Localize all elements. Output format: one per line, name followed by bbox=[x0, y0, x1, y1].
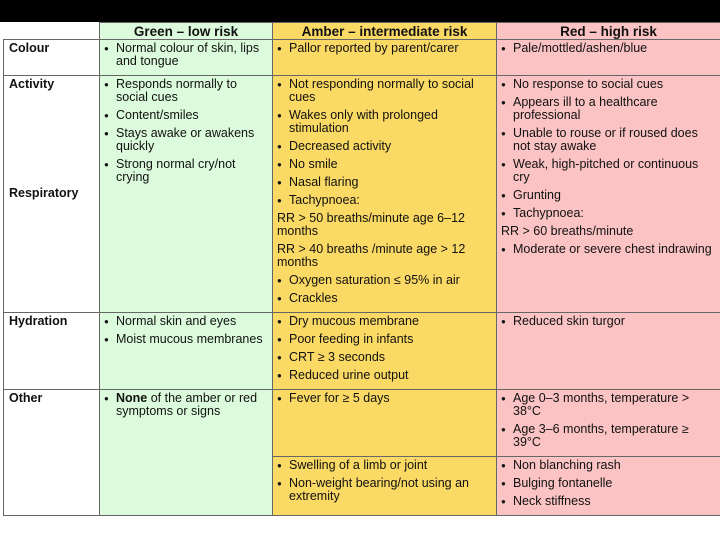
cell-hydration-green bbox=[100, 313, 273, 390]
list-item: ● Nasal flaring bbox=[277, 176, 492, 189]
cell-other-green bbox=[100, 390, 273, 516]
list-item: ● Stays awake or awakens quickly bbox=[104, 127, 268, 153]
list-item: ● Appears ill to a healthcare professional bbox=[501, 96, 716, 122]
cell-other-red-a bbox=[497, 390, 720, 457]
list-item: ● Normal colour of skin, lips and tongue bbox=[104, 42, 268, 68]
list-item: ● Reduced skin turgor bbox=[501, 315, 716, 328]
row-label-other: Other bbox=[4, 390, 100, 516]
list-item: ● Strong normal cry/not crying bbox=[104, 158, 268, 184]
top-bar bbox=[0, 0, 720, 22]
cell-activity-green bbox=[100, 76, 273, 313]
list-item: ● No smile bbox=[277, 158, 492, 171]
cell-other-amber-a bbox=[273, 390, 497, 457]
cell-hydration-red bbox=[497, 313, 720, 390]
list-item: ● Poor feeding in infants bbox=[277, 333, 492, 346]
list-item: ● Responds normally to social cues bbox=[104, 78, 268, 104]
list-item: ● Normal skin and eyes bbox=[104, 315, 268, 328]
list-item: ● Content/smiles bbox=[104, 109, 268, 122]
row-label-colour: Colour bbox=[4, 40, 100, 76]
list-item: RR > 60 breaths/minute bbox=[501, 224, 634, 238]
cell-hydration-amber bbox=[273, 313, 497, 390]
list-item: ● Moist mucous membranes bbox=[104, 333, 268, 346]
list-item: ● Bulging fontanelle bbox=[501, 477, 716, 490]
cell-activity-amber bbox=[273, 76, 497, 313]
cell-colour-green bbox=[100, 40, 273, 76]
row-other-a bbox=[4, 390, 720, 457]
list-item: ● Not responding normally to social cues bbox=[277, 78, 492, 104]
list-item: ● Fever for ≥ 5 days bbox=[277, 392, 492, 405]
row-hydration bbox=[4, 313, 720, 390]
list-item: ● Grunting bbox=[501, 189, 716, 202]
list-item: ● Wakes only with prolonged stimulation bbox=[277, 109, 492, 135]
list-item: ● Reduced urine output bbox=[277, 369, 492, 382]
row-colour bbox=[4, 40, 720, 76]
list-item: RR > 40 breaths /minute age > 12 months bbox=[277, 242, 466, 269]
list-item: ● Age 0–3 months, temperature > 38°C bbox=[501, 392, 716, 418]
list-item: RR > 50 breaths/minute age 6–12 months bbox=[277, 211, 465, 238]
list-item bbox=[104, 392, 268, 418]
list-item: ● Unable to rouse or if roused does not stay awake bbox=[501, 127, 716, 153]
activity-label: Activity bbox=[9, 77, 55, 91]
list-item: ● Non blanching rash bbox=[501, 459, 716, 472]
respiratory-label: Respiratory bbox=[9, 186, 79, 200]
list-item: ● Swelling of a limb or joint bbox=[277, 459, 492, 472]
list-item: ● Tachypnoea: bbox=[501, 207, 716, 220]
list-item: ● Tachypnoea: bbox=[277, 194, 492, 207]
cell-other-amber-b bbox=[273, 457, 497, 516]
list-item: ● Dry mucous membrane bbox=[277, 315, 492, 328]
list-item: ● CRT ≥ 3 seconds bbox=[277, 351, 492, 364]
cell-colour-red bbox=[497, 40, 720, 76]
cell-other-red-b bbox=[497, 457, 720, 516]
cell-activity-red bbox=[497, 76, 720, 313]
row-label-activity bbox=[4, 76, 100, 313]
none-rest: of the amber or red symptoms or signs bbox=[116, 391, 258, 418]
list-item: ● Decreased activity bbox=[277, 140, 492, 153]
cell-colour-amber bbox=[273, 40, 497, 76]
list-item: ● Moderate or severe chest indrawing bbox=[501, 243, 716, 256]
header-red: Red – high risk bbox=[497, 23, 720, 40]
list-item: ● Crackles bbox=[277, 292, 492, 305]
list-item: ● Pallor reported by parent/carer bbox=[277, 42, 492, 55]
slide bbox=[0, 22, 720, 540]
header-amber: Amber – intermediate risk bbox=[273, 23, 497, 40]
none-bold: None bbox=[116, 391, 148, 405]
header-row bbox=[4, 23, 720, 40]
header-green: Green – low risk bbox=[100, 23, 273, 40]
list-item: ● Oxygen saturation ≤ 95% in air bbox=[277, 274, 492, 287]
row-label-hydration: Hydration bbox=[4, 313, 100, 390]
list-item: ● Weak, high-pitched or continuous cry bbox=[501, 158, 716, 184]
list-item: ● No response to social cues bbox=[501, 78, 716, 91]
list-item: ● Age 3–6 months, temperature ≥ 39°C bbox=[501, 423, 716, 449]
list-item: ● Non-weight bearing/not using an extremity bbox=[277, 477, 492, 503]
list-item: ● Pale/mottled/ashen/blue bbox=[501, 42, 716, 55]
header-blank bbox=[4, 23, 100, 40]
list-item: ● Neck stiffness bbox=[501, 495, 716, 508]
traffic-light-table bbox=[3, 22, 720, 516]
row-activity bbox=[4, 76, 720, 313]
